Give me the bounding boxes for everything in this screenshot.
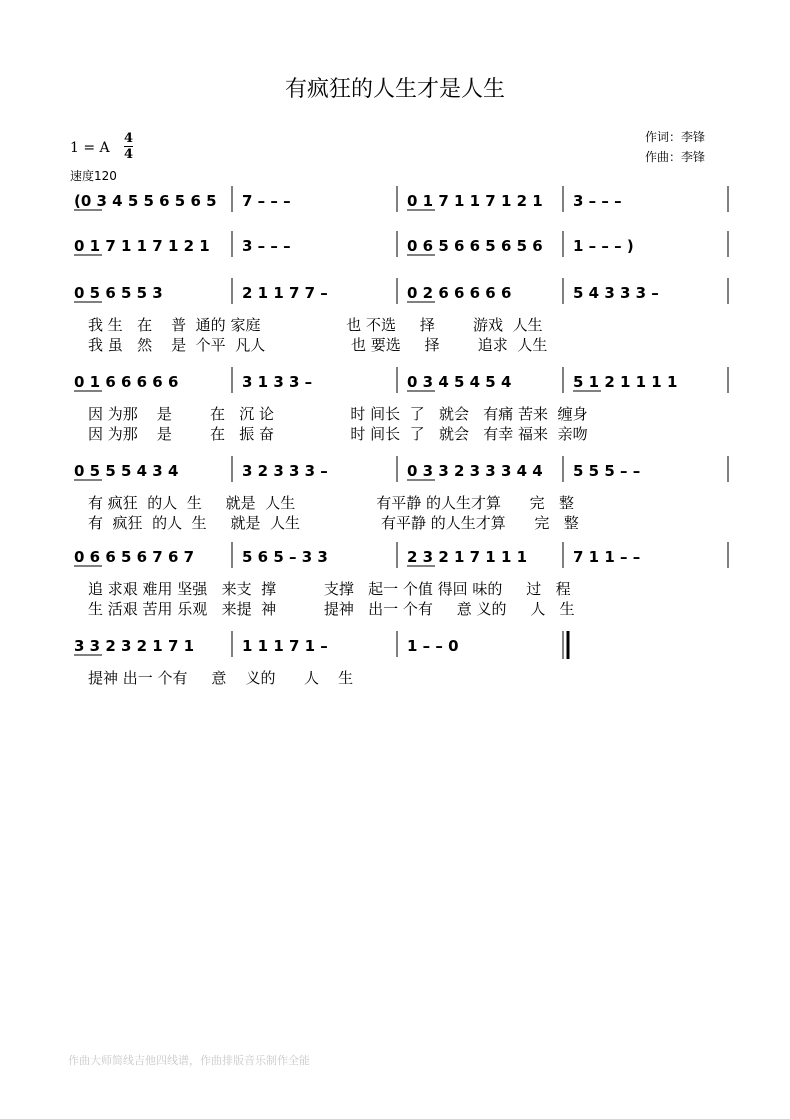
measure-notes: 0 6 5 6 6 5 6 5 6: [407, 237, 543, 255]
measure-notes: 0 1 6 6 6 6 6: [74, 373, 179, 391]
measure-notes: 3 3 2 3 2 1 7 1: [74, 637, 195, 655]
time-signature-top: 4: [124, 131, 134, 146]
measure-notes: 0 2 6 6 6 6 6: [407, 284, 512, 302]
measure-notes: 5 6 5 – 3 3: [242, 548, 328, 566]
measure-notes: 0 3 3 2 3 3 3 4 4: [407, 462, 543, 480]
tempo: 速度120: [70, 169, 117, 183]
lyric-line: 我 虽 然 是 个平 凡人 也 要选 择 追求 人生: [88, 336, 548, 354]
measure-notes: 1 1 1 7 1 –: [242, 637, 328, 655]
measure-notes: 2 1 1 7 7 –: [242, 284, 328, 302]
time-signature-bottom: 4: [124, 147, 134, 162]
key-signature: 1 = A: [70, 140, 110, 156]
measure-notes: (0 3 4 5 5 6 5 6 5: [74, 192, 217, 210]
lyric-line: 我 生 在 普 通的 家庭 也 不选 择 游戏 人生: [88, 316, 543, 334]
measure-notes: 1 – – 0: [407, 637, 459, 655]
measure-notes: 7 1 1 – –: [573, 548, 641, 566]
lyric-line: 有 疯狂 的人 生 就是 人生 有平静 的人生才算 完 整: [88, 494, 574, 512]
lyric-line: 生 活艰 苦用 乐观 来提 神 提神 出一 个有 意 义的 人 生: [88, 600, 575, 618]
measure-notes: 1 – – – ): [573, 237, 634, 255]
measure-notes: 3 – – –: [573, 192, 622, 210]
measure-notes: 5 4 3 3 3 –: [573, 284, 659, 302]
measure-notes: 0 1 7 1 1 7 1 2 1: [407, 192, 543, 210]
measure-notes: 2 3 2 1 7 1 1 1: [407, 548, 528, 566]
lyric-line: 提神 出一 个有 意 义的 人 生: [88, 669, 354, 687]
lyricist: 作词：李锋: [645, 130, 706, 144]
measure-notes: 0 6 6 5 6 7 6 7: [74, 548, 195, 566]
composer: 作曲：李锋: [645, 150, 706, 164]
measure-notes: 5 1 2 1 1 1 1: [573, 373, 678, 391]
measure-notes: 5 5 5 – –: [573, 462, 641, 480]
lyric-line: 因 为那 是 在 振 奋 时 间长 了 就会 有幸 福来 亲吻: [88, 425, 588, 443]
measure-notes: 7 – – –: [242, 192, 291, 210]
lyric-line: 追 求艰 难用 坚强 来支 撑 支撑 起一 个值 得回 味的 过 程: [88, 580, 571, 598]
lyric-line: 有 疯狂 的人 生 就是 人生 有平静 的人生才算 完 整: [88, 514, 579, 532]
measure-notes: 3 1 3 3 –: [242, 373, 313, 391]
song-title: 有疯狂的人生才是人生: [284, 77, 505, 102]
measure-notes: 3 – – –: [242, 237, 291, 255]
measure-notes: 0 5 5 5 4 3 4: [74, 462, 179, 480]
footer-watermark: 作曲大师简线吉他四线谱，作曲排版音乐制作全能: [68, 1054, 310, 1067]
measure-notes: 0 5 6 5 5 3: [74, 284, 163, 302]
lyric-line: 因 为那 是 在 沉 论 时 间长 了 就会 有痛 苦来 缠身: [88, 405, 588, 423]
measure-notes: 0 3 4 5 4 5 4: [407, 373, 512, 391]
measure-notes: 0 1 7 1 1 7 1 2 1: [74, 237, 210, 255]
measure-notes: 3 2 3 3 3 –: [242, 462, 328, 480]
